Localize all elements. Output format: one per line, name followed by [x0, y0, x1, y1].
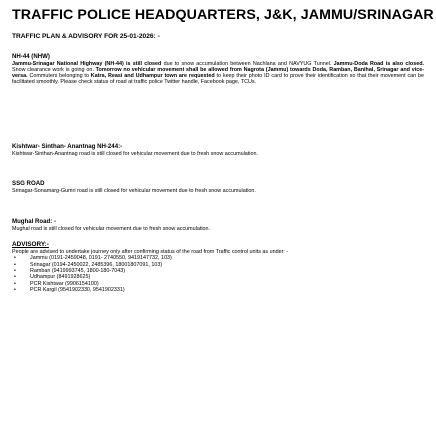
- list-item: • PCR Kishtwar (9906154100): [12, 281, 424, 287]
- page-title: TRAFFIC POLICE HEADQUARTERS, J&K, JAMMU/SRINAGAR: [12, 7, 434, 23]
- advisory-text: People are advised to undertake journey only after confirming status of the road from Traffic control units as under: -: [12, 248, 289, 255]
- section-heading: SSG ROAD: [12, 180, 45, 187]
- section-nh44: [12, 53, 424, 86]
- section-kishtwar: [12, 143, 424, 157]
- section-mughal: [12, 218, 424, 232]
- towns-text: Katra, Reasi and Udhampur town are requested: [90, 73, 215, 80]
- nh44-reason-text: due to snow accumulation between Nachlana and NAVYUG Tunnel.: [161, 60, 334, 67]
- traffic-control-list: [12, 255, 424, 293]
- section-text: Srinagar-Sonamarg-Gumri road is still closed for vehicular movement due to fresh snow accumulation.: [12, 187, 256, 194]
- section-text: Kishtwar-Sinthan-Anantnag road is still closed for vehicular movement due to fresh snow accumulation.: [12, 150, 258, 157]
- section-text: Mughal road is still closed for vehicular movement due to fresh snow accumulation.: [12, 225, 211, 232]
- list-item: • PCR Kargil (9541902330, 9541902331): [12, 287, 424, 293]
- doda-road-text: Jammu-Doda Road is also closed.: [333, 60, 424, 67]
- section-heading: Mughal Road: -: [12, 218, 57, 225]
- section-advisory: [12, 241, 424, 293]
- section-heading: ADVISORY:-: [12, 241, 49, 248]
- no-movement-text: Tomorrow no vehicular movement shall be allowed from Nagrota (Jammu) towards Doda, Ramban, Banihal, Srinagar and vice-versa.: [12, 66, 424, 80]
- nh44-closed-text: Jammu-Srinagar National Highway (NH-44) is still closed: [12, 60, 162, 67]
- list-item: • Udhampur (8491928625): [12, 274, 424, 280]
- section-heading: NH-44 (NHW): [12, 53, 50, 60]
- list-item: • Jammu (0191-2459048, 0191- 2740550, 9419147732, 103): [12, 255, 424, 261]
- section-heading: Kishtwar- Sinthan- Anantnag NH-244:-: [12, 143, 123, 150]
- section-ssg: [12, 180, 424, 194]
- id-card-text: to keep their photo ID card to prove their identification so that their movement can be facilitated smoothly. Please check status of road at traffic police Twitter handle, Facebook page, TCUs.: [12, 73, 424, 86]
- commuters-text: Commuters belonging to: [27, 73, 91, 80]
- page-subtitle: TRAFFIC PLAN & ADVISORY FOR 25-01-2026: -: [12, 33, 160, 40]
- list-item: • Ramban (9419993745, 1800-180-7043): [12, 268, 424, 274]
- snow-clearance-text: Snow clearance work is going on.: [12, 66, 96, 73]
- list-item: • Srinagar (0194-2450022, 2485396, 18001807091, 103): [12, 262, 424, 268]
